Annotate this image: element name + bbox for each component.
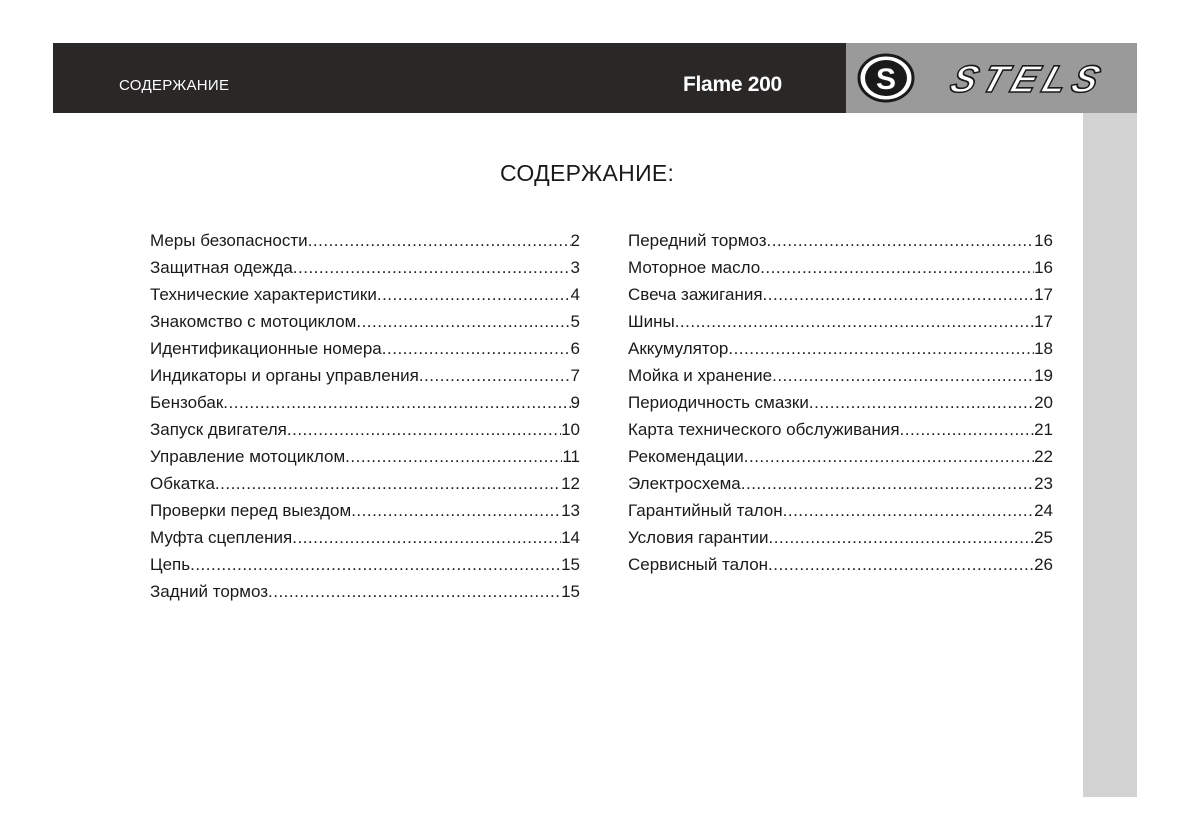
toc-entry	[150, 420, 580, 447]
toc-entry	[628, 501, 1053, 528]
header-section-title: СОДЕРЖАНИЕ	[119, 77, 230, 94]
toc-entry	[628, 231, 1053, 258]
toc-entry	[150, 285, 580, 312]
toc-entry-page: 15	[561, 555, 580, 574]
toc-entry-label: Моторное масло	[628, 258, 761, 277]
toc-entry-label: Периодичность смазки	[628, 393, 809, 412]
toc-leader-dots	[215, 474, 561, 494]
toc-entry-page: 20	[1034, 393, 1053, 412]
toc-entry	[150, 339, 580, 366]
toc-entry-page: 13	[561, 501, 580, 520]
toc-leader-dots	[287, 420, 561, 440]
toc-entry-page: 12	[561, 474, 580, 493]
toc-left-column	[150, 231, 580, 609]
toc-entry	[150, 474, 580, 501]
toc-entry-page: 2	[570, 231, 580, 250]
toc-entry-page: 3	[570, 258, 580, 277]
toc-entry-page: 23	[1034, 474, 1053, 493]
toc-entry-label: Задний тормоз	[150, 582, 268, 601]
toc-entry	[628, 285, 1053, 312]
toc-entry-page: 19	[1034, 366, 1053, 385]
toc-leader-dots	[351, 501, 561, 521]
toc-leader-dots	[763, 285, 1035, 305]
toc-entry-label: Знакомство с мотоциклом	[150, 312, 357, 331]
toc-entry-page: 18	[1034, 339, 1053, 358]
toc-entry-label: Идентификационные номера	[150, 339, 382, 358]
toc-entry-page: 26	[1034, 555, 1053, 574]
toc-entry-page: 9	[570, 393, 580, 412]
toc-leader-dots	[190, 555, 561, 575]
toc-entry-page: 17	[1034, 285, 1053, 304]
toc-leader-dots	[377, 285, 571, 305]
toc-entry	[628, 474, 1053, 501]
toc-entry	[628, 420, 1053, 447]
toc-entry-page: 22	[1034, 447, 1053, 466]
toc-entry-label: Карта технического обслуживания	[628, 420, 900, 439]
toc-entry-label: Цепь	[150, 555, 191, 574]
toc-leader-dots	[809, 393, 1034, 413]
toc-leader-dots	[293, 258, 571, 278]
toc-entry-page: 15	[561, 582, 580, 601]
toc-entry-page: 7	[570, 366, 580, 385]
toc-leader-dots	[675, 312, 1034, 332]
toc-entry	[150, 447, 580, 474]
toc-entry	[150, 258, 580, 285]
toc-entry-label: Меры безопасности	[150, 231, 308, 250]
toc-entry-page: 4	[570, 285, 580, 304]
toc-entry-page: 21	[1034, 420, 1053, 439]
toc-entry	[150, 366, 580, 393]
toc-entry	[150, 528, 580, 555]
toc-entry	[628, 312, 1053, 339]
toc-entry	[628, 339, 1053, 366]
toc-entry-label: Аккумулятор	[628, 339, 729, 358]
toc-entry	[628, 366, 1053, 393]
toc-entry	[628, 258, 1053, 285]
toc-leader-dots	[419, 366, 571, 386]
toc-entry-label: Проверки перед выездом	[150, 501, 352, 520]
toc-entry-page: 17	[1034, 312, 1053, 331]
toc-entry-label: Сервисный талон	[628, 555, 769, 574]
toc-entry	[628, 555, 1053, 582]
toc-entry-label: Гарантийный талон	[628, 501, 783, 520]
toc-entry-page: 5	[570, 312, 580, 331]
toc-entry	[150, 312, 580, 339]
toc-leader-dots	[769, 528, 1035, 548]
toc-leader-dots	[741, 474, 1034, 494]
toc-entry	[628, 393, 1053, 420]
toc-entry-label: Шины	[628, 312, 675, 331]
toc-entry-label: Обкатка	[150, 474, 215, 493]
toc-entry-page: 10	[561, 420, 580, 439]
page-header	[53, 43, 1137, 113]
toc-right-column	[628, 231, 1053, 582]
toc-entry	[628, 528, 1053, 555]
toc-leader-dots	[760, 258, 1034, 278]
toc-entry-page: 24	[1034, 501, 1053, 520]
toc-leader-dots	[223, 393, 570, 413]
toc-entry-label: Индикаторы и органы управления	[150, 366, 419, 385]
side-strip	[1083, 113, 1137, 797]
toc-entry-page: 14	[561, 528, 580, 547]
toc-entry-page: 11	[562, 447, 580, 466]
stels-logo	[846, 43, 1137, 113]
toc-entry-label: Запуск двигателя	[150, 420, 287, 439]
toc-entry-label: Электросхема	[628, 474, 741, 493]
toc-entry-page: 6	[570, 339, 580, 358]
toc-entry	[150, 555, 580, 582]
toc-entry	[628, 447, 1053, 474]
toc-leader-dots	[356, 312, 570, 332]
toc-leader-dots	[308, 231, 571, 251]
toc-leader-dots	[783, 501, 1034, 521]
header-model-name: Flame 200	[683, 73, 782, 96]
toc-entry-label: Мойка и хранение	[628, 366, 773, 385]
toc-entry-page: 16	[1034, 231, 1053, 250]
toc-entry-page: 16	[1034, 258, 1053, 277]
toc-entry-label: Рекомендации	[628, 447, 744, 466]
logo-s-letter: S	[875, 63, 897, 96]
toc-entry-label: Защитная одежда	[150, 258, 293, 277]
toc-entry-label: Управление мотоциклом	[150, 447, 346, 466]
toc-entry	[150, 393, 580, 420]
toc-entry-label: Свеча зажигания	[628, 285, 763, 304]
page-title: СОДЕРЖАНИЕ:	[500, 160, 675, 186]
toc-entry-label: Муфта сцепления	[150, 528, 293, 547]
toc-leader-dots	[766, 231, 1034, 251]
toc-leader-dots	[345, 447, 562, 467]
toc-entry-label: Условия гарантии	[628, 528, 769, 547]
toc-leader-dots	[772, 366, 1034, 386]
logo-s-badge-icon	[859, 55, 913, 101]
toc-entry-label: Передний тормоз	[628, 231, 767, 250]
toc-entry	[150, 231, 580, 258]
toc-entry-page: 25	[1034, 528, 1053, 547]
toc-leader-dots	[268, 582, 561, 602]
toc-leader-dots	[728, 339, 1034, 359]
toc-entry	[150, 582, 580, 609]
toc-leader-dots	[768, 555, 1034, 575]
toc-leader-dots	[292, 528, 561, 548]
toc-leader-dots	[900, 420, 1035, 440]
toc-entry	[150, 501, 580, 528]
toc-entry-label: Бензобак	[150, 393, 224, 412]
logo-wordmark: STELS	[945, 58, 1112, 101]
toc-leader-dots	[382, 339, 571, 359]
toc-entry-label: Технические характеристики	[150, 285, 377, 304]
toc-leader-dots	[744, 447, 1034, 467]
